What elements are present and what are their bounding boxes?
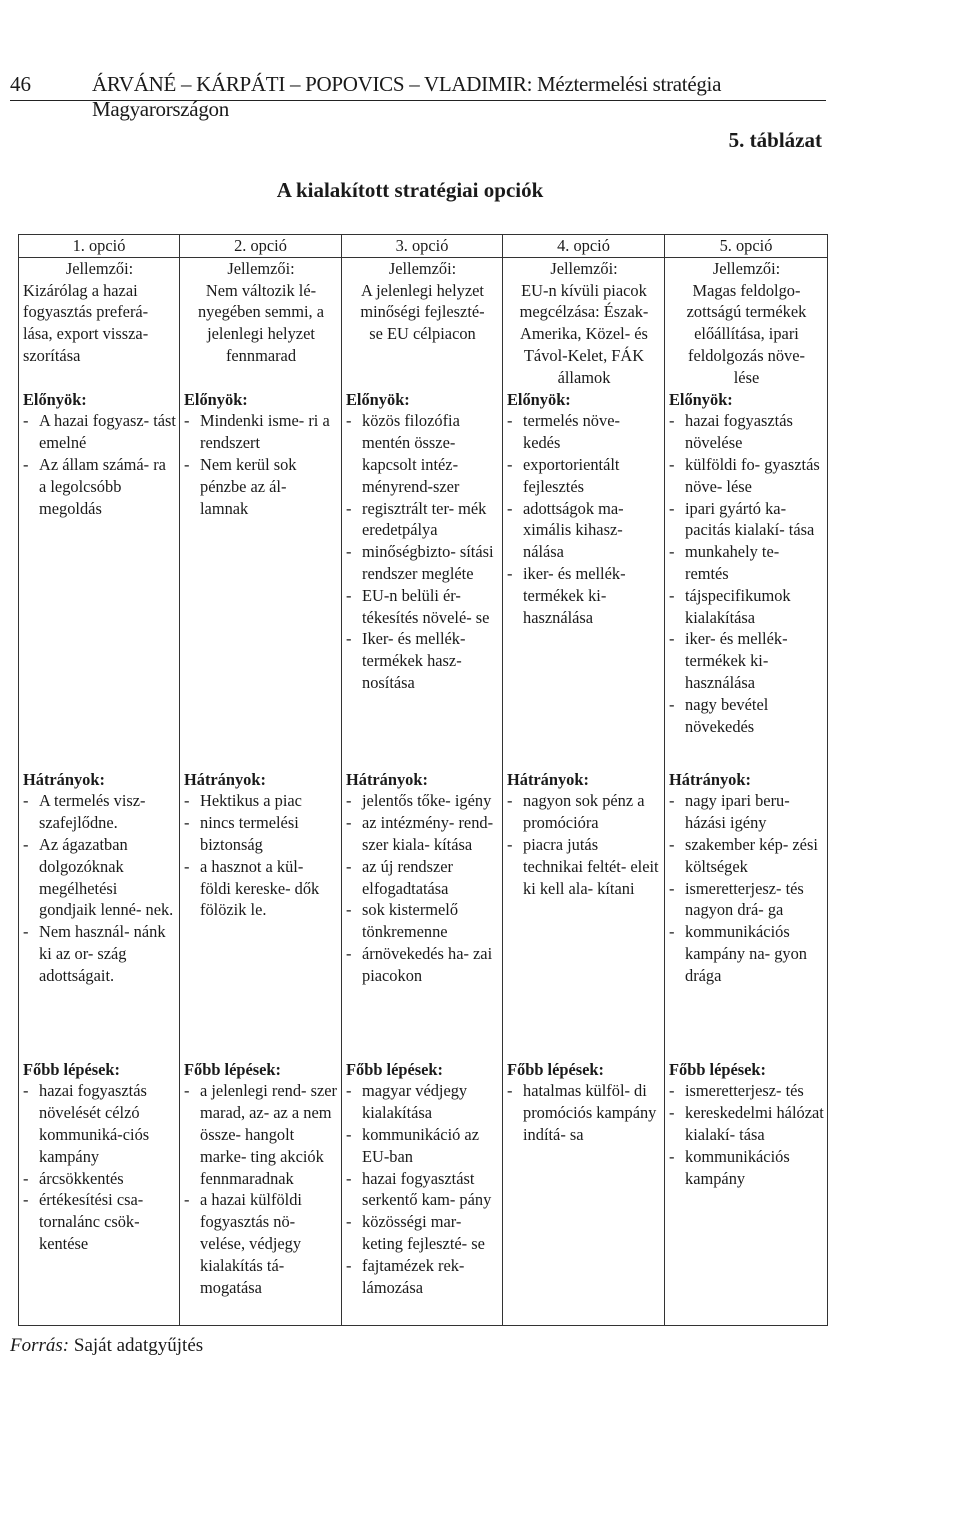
- steps-item: - kommunikáció az EU-ban: [346, 1124, 499, 1168]
- advantages-cell: [503, 389, 665, 769]
- features-label: Jellemzői:: [65, 258, 134, 278]
- page-number: 46: [10, 72, 31, 96]
- steps-item: - értékesítési csa- tornalánc csök- kentése: [23, 1189, 176, 1254]
- steps-label: Főbb lépések:: [346, 1059, 443, 1079]
- disadvantages-label: Hátrányok:: [346, 769, 428, 789]
- steps-label: Főbb lépések:: [507, 1059, 604, 1079]
- advantages-item: - regisztrált ter- mék eredetpálya: [346, 498, 499, 542]
- features-label: Jellemzői:: [712, 258, 781, 278]
- advantages-item: - Iker- és mellék- termékek hasz- nosítása: [346, 628, 499, 693]
- advantages-label: Előnyök:: [507, 389, 571, 409]
- disadvantages-cell: [503, 769, 665, 1059]
- table-title: A kialakított stratégiai opciók: [276, 178, 544, 202]
- advantages-label: Előnyök:: [23, 389, 87, 409]
- features-row: [19, 257, 828, 388]
- feature-line: fennmarad: [225, 345, 297, 365]
- feature-line: Amerika, Közel- és: [520, 324, 648, 344]
- advantages-label: Előnyök:: [184, 389, 248, 409]
- advantages-item: - külföldi fo- gyasztás növe- lése: [669, 454, 824, 498]
- steps-item: - fajtamézek rek- lámozása: [346, 1255, 499, 1299]
- column-header: 2. opció: [180, 235, 342, 258]
- disadvantages-item: - nincs termelési biztonság: [184, 812, 338, 856]
- feature-line: szorítása: [23, 345, 81, 365]
- steps-item: - ismeretterjesz- tés: [669, 1080, 824, 1102]
- column-header: 1. opció: [19, 235, 180, 258]
- feature-line: lése: [733, 367, 760, 387]
- disadvantages-item: - az intézmény- rend-szer kiala- kítása: [346, 812, 499, 856]
- disadvantages-label: Hátrányok:: [184, 769, 266, 789]
- source-label: Forrás:: [10, 1335, 70, 1356]
- disadvantages-label: Hátrányok:: [669, 769, 751, 789]
- advantages-row: [19, 389, 828, 769]
- steps-item: - hatalmas külföl- di promóciós kampány indítá- sa: [507, 1080, 661, 1145]
- table-number: 5. táblázat: [728, 128, 822, 152]
- advantages-item: - Mindenki isme- ri a rendszert: [184, 410, 338, 454]
- steps-cell: [503, 1059, 665, 1326]
- disadvantages-item: - nagyon sok pénz a promócióra: [507, 790, 661, 834]
- features-label: Jellemzői:: [227, 258, 295, 278]
- steps-item: - hazai fogyasztást serkentő kam- pány: [346, 1168, 499, 1212]
- disadvantages-item: - kommunikációs kampány na- gyon drága: [669, 921, 824, 986]
- disadvantages-item: - szakember kép- zési költségek: [669, 834, 824, 878]
- feature-line: nyegében semmi, a: [197, 302, 325, 322]
- advantages-item: - hazai fogyasztás növelése: [669, 410, 824, 454]
- feature-line: minőségi fejleszté-: [360, 302, 485, 322]
- features-label: Jellemzői:: [388, 258, 457, 278]
- advantages-item: - exportorientált fejlesztés: [507, 454, 661, 498]
- disadvantages-cell: [19, 769, 180, 1059]
- steps-cell: [19, 1059, 180, 1326]
- feature-line: EU-n kívüli piacok: [521, 280, 647, 300]
- advantages-cell: [19, 389, 180, 769]
- column-header: 5. opció: [665, 235, 828, 258]
- disadvantages-item: - nagy ipari beru- házási igény: [669, 790, 824, 834]
- features-cell: [665, 257, 828, 388]
- source-note: [10, 1335, 203, 1357]
- features-label: Jellemzői:: [550, 258, 618, 278]
- feature-line: lása, export vissza-: [23, 324, 149, 344]
- disadvantages-item: - piacra jutás technikai feltét- eleit ki kell ala- kítani: [507, 834, 661, 899]
- disadvantages-cell: [180, 769, 342, 1059]
- disadvantages-label: Hátrányok:: [507, 769, 589, 789]
- features-cell: [342, 257, 503, 388]
- steps-item: - hazai fogyasztás növelését célzó kommuniká-ciós kampány: [23, 1080, 176, 1167]
- steps-item: - kereskedelmi hálózat kialakí- tása: [669, 1102, 824, 1146]
- disadvantages-row: [19, 769, 828, 1059]
- column-header: 3. opció: [342, 235, 503, 258]
- advantages-item: - Nem kerül sok pénzbe az ál- lamnak: [184, 454, 338, 519]
- advantages-item: - munkahely te- remtés: [669, 541, 824, 585]
- steps-item: - kommunikációs kampány: [669, 1146, 824, 1190]
- feature-line: Nem változik lé-: [205, 280, 317, 300]
- disadvantages-item: - A termelés visz- szafejlődne.: [23, 790, 176, 834]
- steps-label: Főbb lépések:: [184, 1059, 281, 1079]
- feature-line: államok: [557, 367, 611, 387]
- steps-label: Főbb lépések:: [23, 1059, 120, 1079]
- disadvantages-item: - Az ágazatban dolgozóknak megélhetési gondjaik lenné- nek.: [23, 834, 176, 921]
- steps-label: Főbb lépések:: [669, 1059, 766, 1079]
- feature-line: jelenlegi helyzet: [207, 324, 315, 344]
- advantages-item: - tájspecifikumok kialakítása: [669, 585, 824, 629]
- feature-line: megcélzása: Észak-: [519, 302, 649, 322]
- advantages-item: - közös filozófia mentén össze- kapcsolt intéz- ményrend-szer: [346, 410, 499, 497]
- steps-item: - a jelenlegi rend- szer marad, az- az a nem össze- hangolt marke- ting akciók fennmaradnak: [184, 1080, 338, 1189]
- running-head: ÁRVÁNÉ – KÁRPÁTI – POPOVICS – VLADIMIR: Méztermelési stratégia Magyarországon: [92, 72, 722, 121]
- advantages-item: - ipari gyártó ka- pacitás kialakí- tása: [669, 498, 824, 542]
- steps-cell: [180, 1059, 342, 1326]
- disadvantages-label: Hátrányok:: [23, 769, 105, 789]
- features-cell: [180, 257, 342, 388]
- advantages-item: - adottságok ma- ximális kihasz- nálása: [507, 498, 661, 563]
- advantages-item: - termelés növe- kedés: [507, 410, 661, 454]
- feature-line: fogyasztás preferá-: [23, 302, 149, 322]
- advantages-cell: [665, 389, 828, 769]
- strategy-options-table: [18, 234, 828, 1326]
- feature-line: Távol-Kelet, FÁK: [523, 345, 645, 365]
- steps-item: - közösségi mar- keting fejleszté- se: [346, 1211, 499, 1255]
- advantages-cell: [342, 389, 503, 769]
- steps-item: - a hazai külföldi fogyasztás nö- velése, védjegy kialakítás tá- mogatása: [184, 1189, 338, 1298]
- steps-cell: [342, 1059, 503, 1326]
- disadvantages-cell: [665, 769, 828, 1059]
- steps-item: - magyar védjegy kialakítása: [346, 1080, 499, 1124]
- disadvantages-item: - árnövekedés ha- zai piacokon: [346, 943, 499, 987]
- feature-line: se EU célpiacon: [369, 324, 476, 344]
- disadvantages-item: - sok kistermelő tönkremenne: [346, 899, 499, 943]
- feature-line: előállítása, ipari: [694, 324, 799, 344]
- advantages-label: Előnyök:: [346, 389, 410, 409]
- source-text: Saját adatgyűjtés: [69, 1335, 204, 1356]
- steps-row: [19, 1059, 828, 1326]
- advantages-cell: [180, 389, 342, 769]
- steps-cell: [665, 1059, 828, 1326]
- advantages-item: - minőségbizto- sítási rendszer megléte: [346, 541, 499, 585]
- disadvantages-cell: [342, 769, 503, 1059]
- features-cell: [19, 257, 180, 388]
- steps-item: - árcsökkentés: [23, 1168, 176, 1190]
- disadvantages-item: - Hektikus a piac: [184, 790, 338, 812]
- feature-line: zottságú termékek: [686, 302, 807, 322]
- disadvantages-item: - a hasznot a kül- földi kereske- dők fölözik le.: [184, 856, 338, 921]
- feature-line: feldolgozás növe-: [688, 345, 805, 365]
- feature-line: Magas feldolgo-: [692, 280, 801, 300]
- disadvantages-item: - az új rendszer elfogadtatása: [346, 856, 499, 900]
- advantages-item: - A hazai fogyasz- tást emelné: [23, 410, 176, 454]
- feature-line: Kizárólag a hazai: [23, 280, 138, 300]
- advantages-item: - iker- és mellék- termékek ki- használása: [669, 628, 824, 693]
- column-header: 4. opció: [503, 235, 665, 258]
- features-cell: [503, 257, 665, 388]
- disadvantages-item: - jelentős tőke- igény: [346, 790, 499, 812]
- feature-line: A jelenlegi helyzet: [361, 280, 484, 300]
- advantages-item: - Az állam számá- ra a legolcsóbb megoldás: [23, 454, 176, 519]
- running-header: [10, 70, 826, 121]
- advantages-item: - iker- és mellék- termékek ki- használása: [507, 563, 661, 628]
- advantages-item: - EU-n belüli ér- tékesítés növelé- se: [346, 585, 499, 629]
- advantages-label: Előnyök:: [669, 389, 733, 409]
- disadvantages-item: - ismeretterjesz- tés nagyon drá- ga: [669, 878, 824, 922]
- advantages-item: - nagy bevétel növekedés: [669, 694, 824, 738]
- disadvantages-item: - Nem használ- nánk ki az or- szág adottságait.: [23, 921, 176, 986]
- header-row: [19, 235, 828, 258]
